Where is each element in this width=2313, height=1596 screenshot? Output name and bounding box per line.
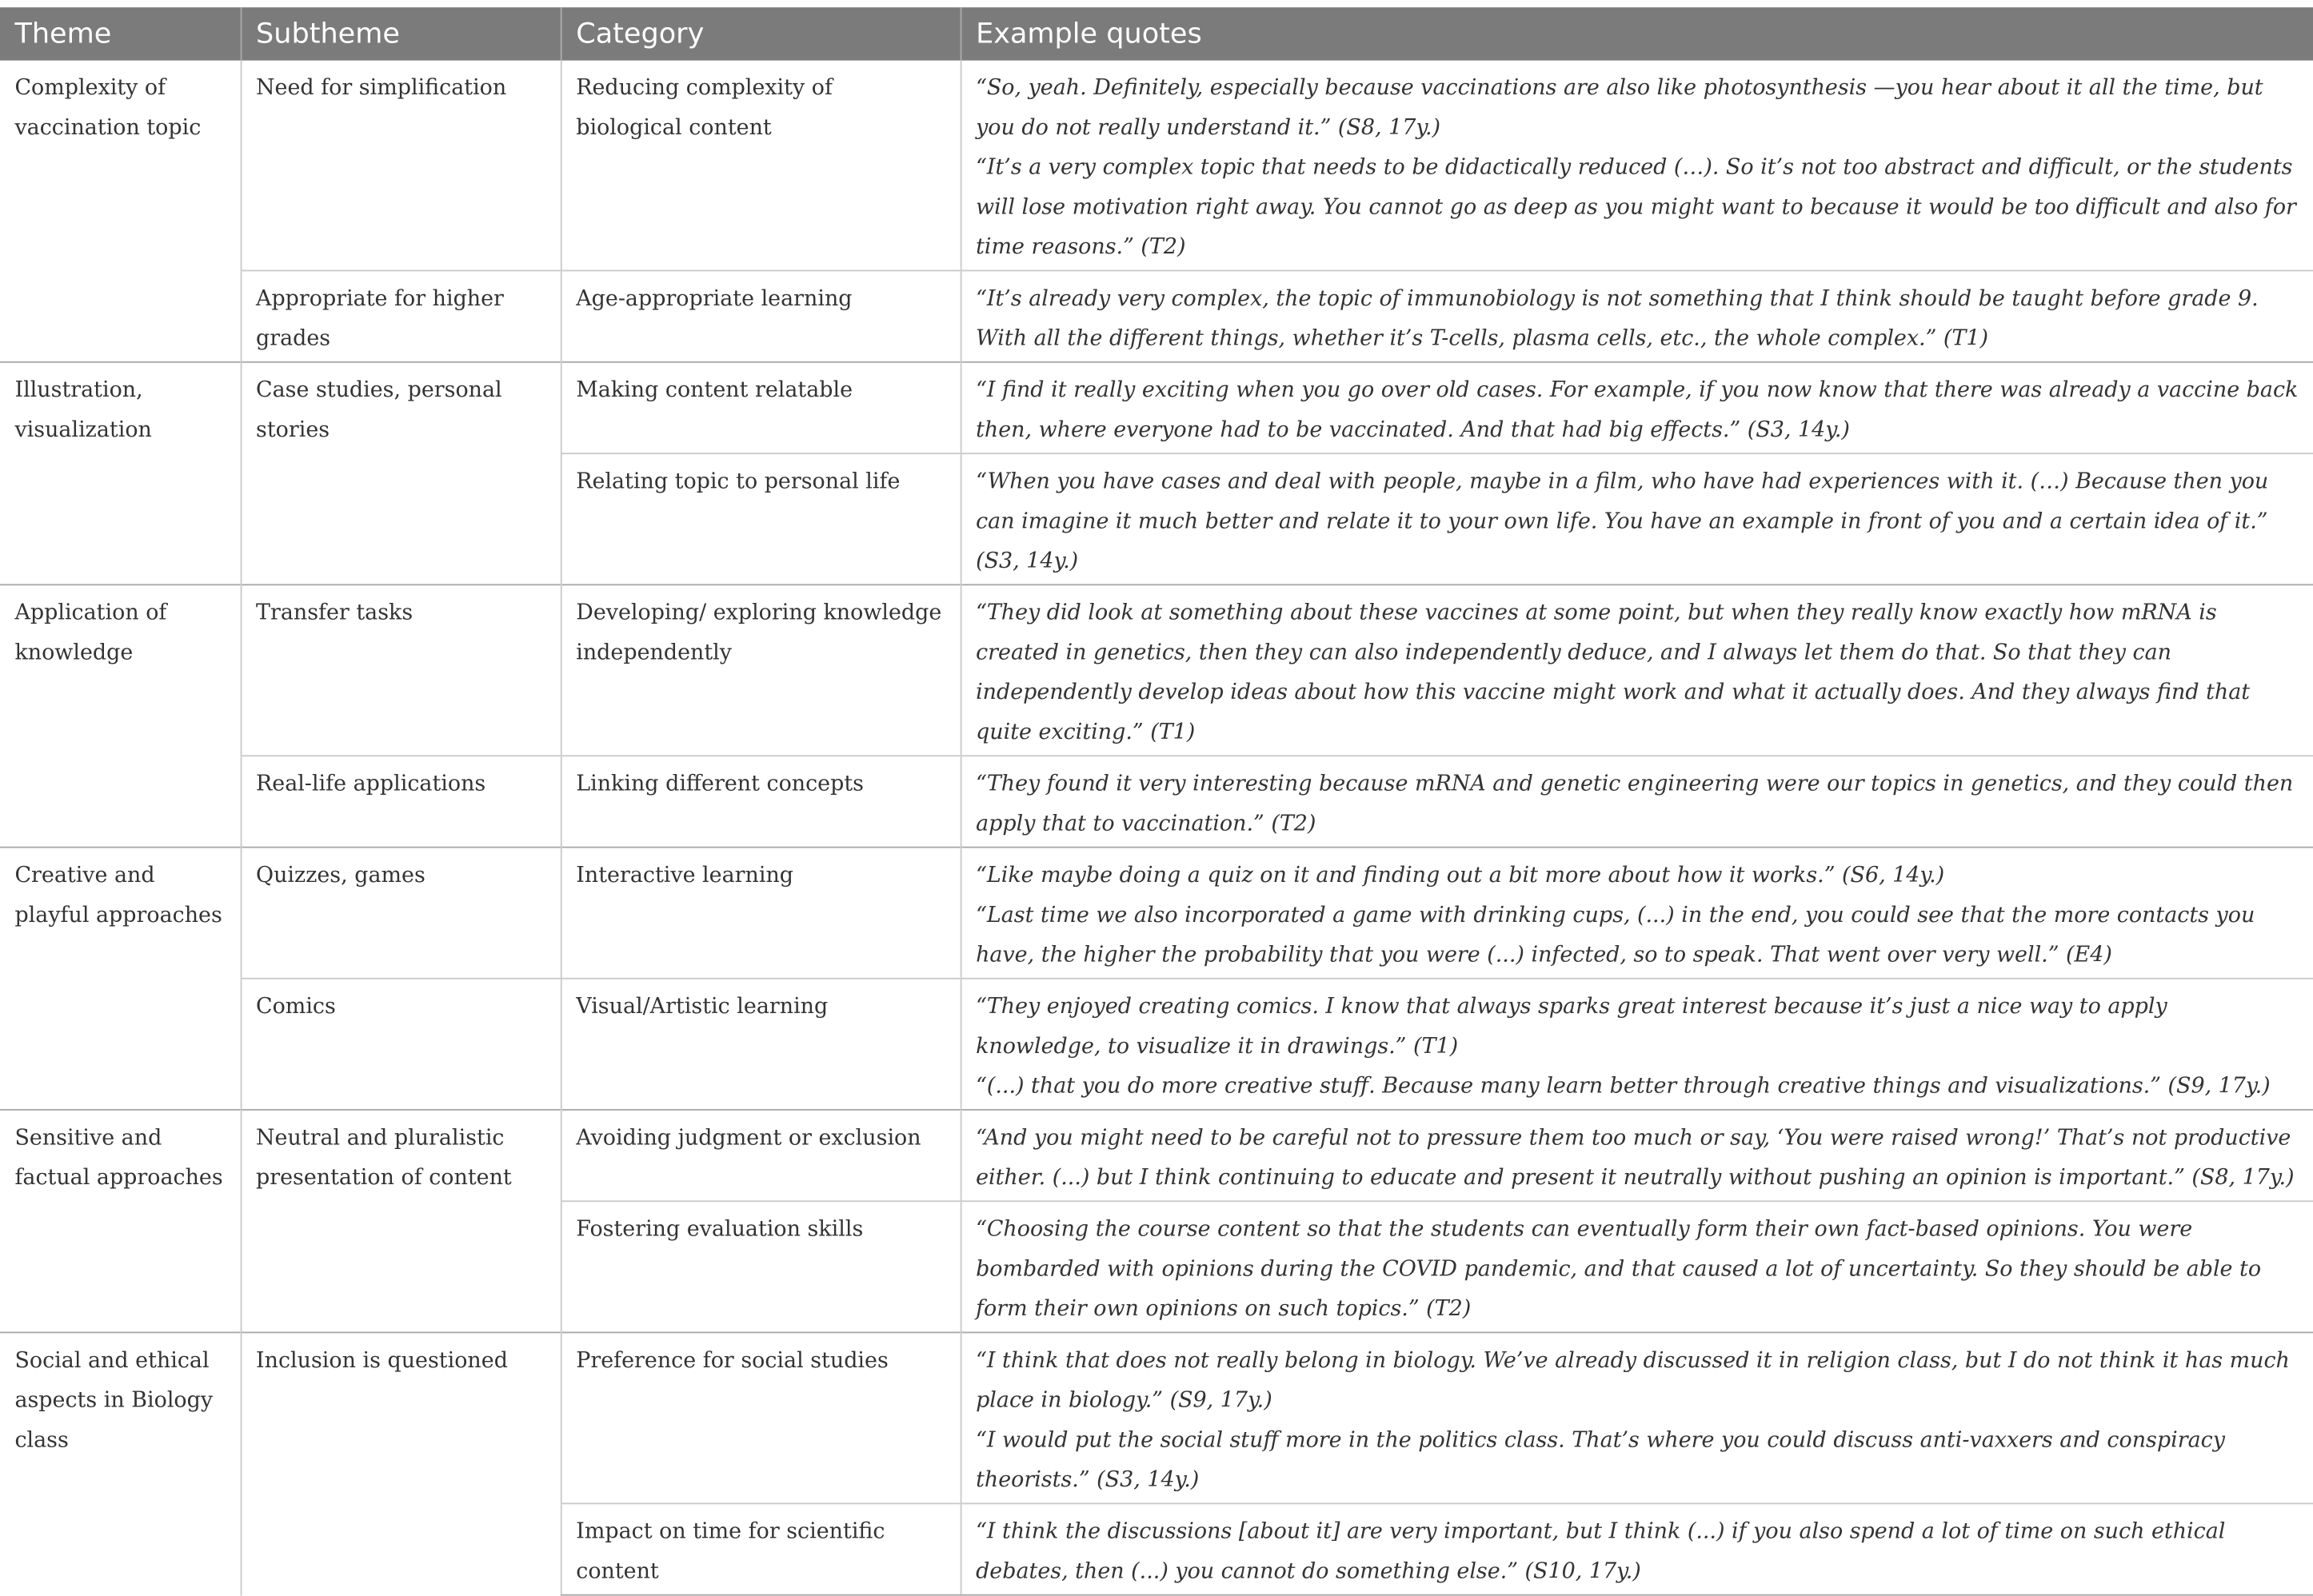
- category-cell: Visual/Artistic learning: [561, 979, 961, 1110]
- quotes-cell: [961, 756, 2313, 847]
- quotes-cell: [961, 453, 2313, 585]
- category-cell: Avoiding judgment or exclusion: [561, 1110, 961, 1201]
- table-row: [0, 1332, 2313, 1503]
- theme-cell: Complexity of vaccination topic: [14, 75, 202, 141]
- subtheme-cell: Case studies, personal stories: [241, 362, 561, 585]
- subtheme-cell: Transfer tasks: [241, 585, 561, 756]
- subtheme-cell: Appropriate for higher grades: [241, 270, 561, 361]
- quotes-cell: [961, 1503, 2313, 1594]
- category-cell: Developing/ exploring knowledge independently: [561, 585, 961, 756]
- table-row: [0, 756, 2313, 847]
- subtheme-cell: Quizzes, games: [241, 848, 561, 979]
- example-quote: “And you might need to be careful not to pressure them too much or say, ‘You were raised wrong!’ That’s not productive either. (...) but I think continuing to educate and present it neutrally without pushing an opinion is important.” (S8, 17y.): [976, 1125, 2295, 1191]
- quotes-cell: [961, 61, 2313, 271]
- example-quote: “When you have cases and deal with people, maybe in a film, who have had experiences with it. (…) Because then you can imagine it much better and relate it to your own life. You have an example in front of you and a certain idea of it.” (S3, 14y.): [976, 469, 2269, 574]
- example-quote: “I think the discussions [about it] are very important, but I think (...) if you also spend a lot of time on such ethical debates, then (...) you cannot do something else.” (S10, 17y.): [976, 1518, 2226, 1584]
- category-cell: Interactive learning: [561, 848, 961, 979]
- header-theme: Theme: [0, 7, 241, 60]
- theme-cell: Creative and playful approaches: [0, 848, 241, 1110]
- quotes-cell: [961, 585, 2313, 756]
- category-cell: Reducing complexity of biological content: [561, 61, 961, 271]
- subtheme-cell: Real-life applications: [241, 756, 561, 847]
- example-quote: “So, yeah. Definitely, especially because vaccinations are also like photosynthesis —you hear about it all the time, but you do not really understand it.” (S8, 17y.): [976, 75, 2263, 141]
- example-quote: “It’s already very complex, the topic of immunobiology is not something that I think should be taught before grade 9. With all the different things, whether it’s T-cells, plasma cells, etc., the whole complex.” (T1): [976, 285, 2259, 351]
- quotes-cell: [961, 270, 2313, 361]
- quotes-cell: [961, 979, 2313, 1110]
- quotes-cell: [961, 362, 2313, 453]
- quotes-cell: [961, 1332, 2313, 1503]
- example-quote: “They did look at something about these vaccines at some point, but when they really know exactly how mRNA is created in genetics, then they can also independently deduce, and I always let them do that. So that they can independently develop ideas about how this vaccine might work and what it actually does. And they always find that quite exciting.” (T1): [976, 600, 2251, 745]
- header-category: Category: [561, 7, 961, 60]
- table-row: [0, 61, 2313, 271]
- header-subtheme: Subtheme: [241, 7, 561, 60]
- category-cell: Fostering evaluation skills: [561, 1201, 961, 1332]
- category-cell: Making content relatable: [561, 362, 961, 453]
- example-quote: “Choosing the course content so that the students can eventually form their own fact-based opinions. You were bombarded with opinions during the COVID pandemic, and that caused a lot of uncertainty. So they should be able to form their own opinions on such topics.” (T2): [976, 1216, 2262, 1322]
- header-example-quotes: Example quotes: [961, 7, 2313, 60]
- category-cell: Relating topic to personal life: [561, 453, 961, 585]
- subtheme-cell: Neutral and pluralistic presentation of content: [241, 1110, 561, 1333]
- category-cell: Preference for social studies: [561, 1332, 961, 1503]
- table-row: [0, 848, 2313, 979]
- table-body: [0, 61, 2313, 1595]
- themes-table: [0, 7, 2313, 1595]
- example-quote: “They enjoyed creating comics. I know that always sparks great interest because it’s just a nice way to apply knowledge, to visualize it in drawings.” (T1): [976, 994, 2167, 1059]
- header-row: [0, 7, 2313, 60]
- table-row: [0, 362, 2313, 453]
- table-row: [0, 270, 2313, 361]
- example-quote: “Like maybe doing a quiz on it and finding out a bit more about how it works.” (S6, 14y.): [976, 862, 1945, 888]
- table-row: [0, 1110, 2313, 1201]
- subtheme-cell: Comics: [241, 979, 561, 1110]
- table-row: [0, 585, 2313, 756]
- quotes-cell: [961, 1201, 2313, 1332]
- example-quote: “Last time we also incorporated a game with drinking cups, (...) in the end, you could see that the more contacts you have, the higher the probability that you were (...) infected, so to speak. That went over very well.” (E4): [976, 902, 2255, 968]
- theme-cell: Application of knowledge: [0, 585, 241, 847]
- quotes-cell: [961, 1110, 2313, 1201]
- table-header: [0, 7, 2313, 60]
- table-row: [0, 979, 2313, 1110]
- example-quote: “I think that does not really belong in biology. We’ve already discussed it in religion class, but I do not think it has much place in biology.” (S9, 17y.): [976, 1347, 2290, 1413]
- quotes-cell: [961, 848, 2313, 979]
- subtheme-cell: Need for simplification: [241, 61, 561, 271]
- example-quote: “I would put the social stuff more in the politics class. That’s where you could discuss anti-vaxxers and conspiracy theorists.” (S3, 14y.): [976, 1427, 2225, 1493]
- example-quote: “(...) that you do more creative stuff. Because many learn better through creative things and visualizations.” (S9, 17y.): [976, 1073, 2271, 1099]
- example-quote: “It’s a very complex topic that needs to be didactically reduced (…). So it’s not too abstract and difficult, or the students will lose motivation right away. You cannot go as deep as you might want to because it would be too difficult and also for time reasons.” (T2): [976, 154, 2296, 260]
- theme-cell: Sensitive and factual approaches: [0, 1110, 241, 1333]
- category-cell: Age-appropriate learning: [561, 270, 961, 361]
- category-cell: Linking different concepts: [561, 756, 961, 847]
- example-quote: “They found it very interesting because mRNA and genetic engineering were our topics in genetics, and they could then apply that to vaccination.” (T2): [976, 771, 2294, 836]
- theme-cell: Social and ethical aspects in Biology class: [0, 1332, 241, 1594]
- category-cell: Impact on time for scientific content: [561, 1503, 961, 1594]
- theme-cell: Illustration, visualization: [0, 362, 241, 585]
- example-quote: “I find it really exciting when you go over old cases. For example, if you now know that there was already a vaccine back then, where everyone had to be vaccinated. And that had big effects.” (S3, 14y.): [976, 377, 2299, 443]
- subtheme-cell: Inclusion is questioned: [241, 1332, 561, 1594]
